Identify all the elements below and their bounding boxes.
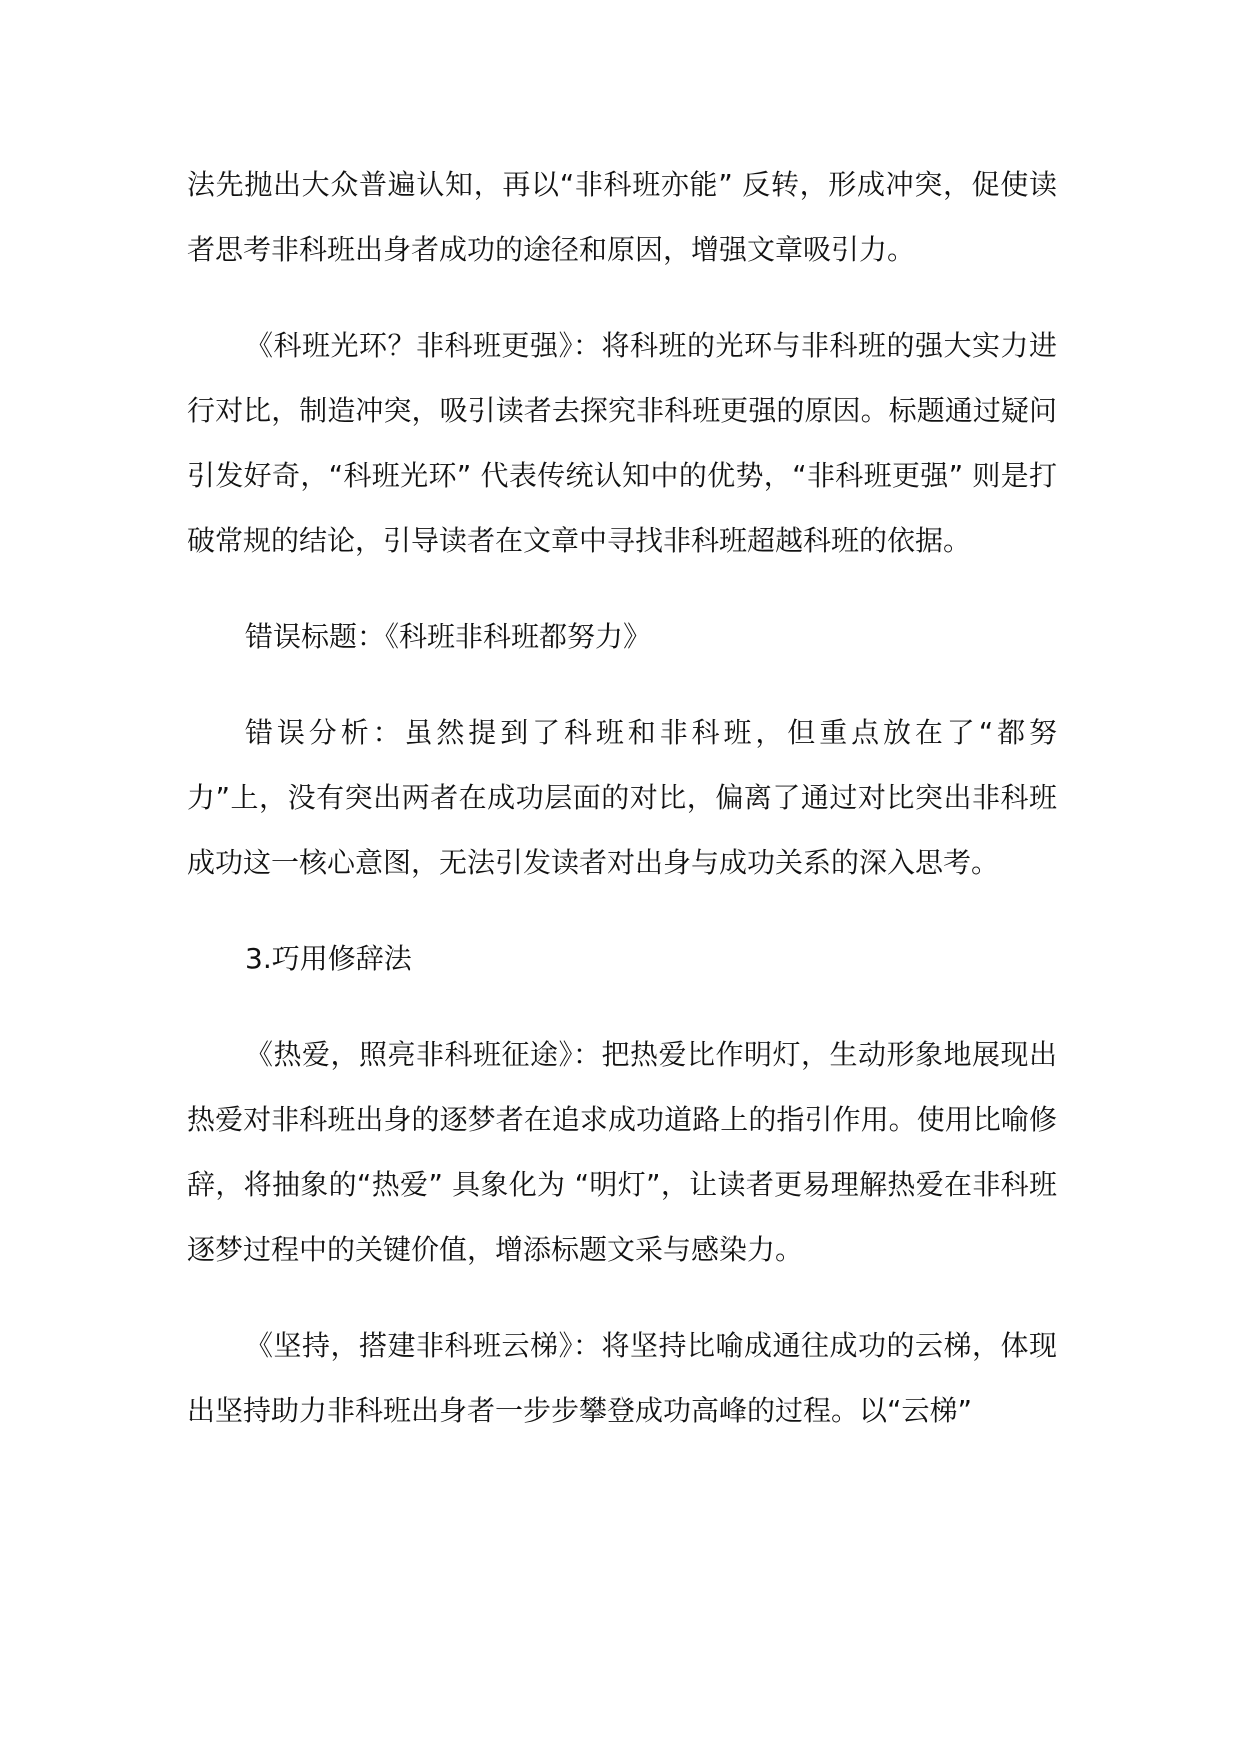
paragraph-7: 《坚持，搭建非科班云梯》：将坚持比喻成通往成功的云梯，体现出坚持助力非科班出身者一步步攀登成功高峰的过程。以“云梯”	[187, 1329, 1057, 1427]
paragraph-2: 《科班光环？非科班更强》：将科班的光环与非科班的强大实力进行对比，制造冲突，吸引读者去探究非科班更强的原因。标题通过疑问引发好奇，“科班光环” 代表传统认知中的优势，“非科班更强” 则是打破常规的结论，引导读者在文章中寻找非科班超越科班的依据。	[187, 329, 1057, 557]
paragraph-6: 《热爱，照亮非科班征途》：把热爱比作明灯，生动形象地展现出热爱对非科班出身的逐梦者在追求成功道路上的指引作用。使用比喻修辞，将抽象的“热爱” 具象化为 “明灯”，让读者更易理解热爱在非科班逐梦过程中的关键价值，增添标题文采与感染力。	[187, 1038, 1057, 1266]
document-body	[187, 152, 1057, 1474]
paragraph-wrong-title: 错误标题：《科班非科班都努力》	[245, 620, 652, 653]
section-heading: 3.巧用修辞法	[245, 942, 412, 975]
paragraph-wrong-analysis: 错误分析：虽然提到了科班和非科班，但重点放在了“都努力”上，没有突出两者在成功层面的对比，偏离了通过对比突出非科班成功这一核心意图，无法引发读者对出身与成功关系的深入思考。	[187, 716, 1057, 879]
paragraph-1: 法先抛出大众普遍认知，再以“非科班亦能” 反转，形成冲突，促使读者思考非科班出身者成功的途径和原因，增强文章吸引力。	[187, 168, 1057, 266]
